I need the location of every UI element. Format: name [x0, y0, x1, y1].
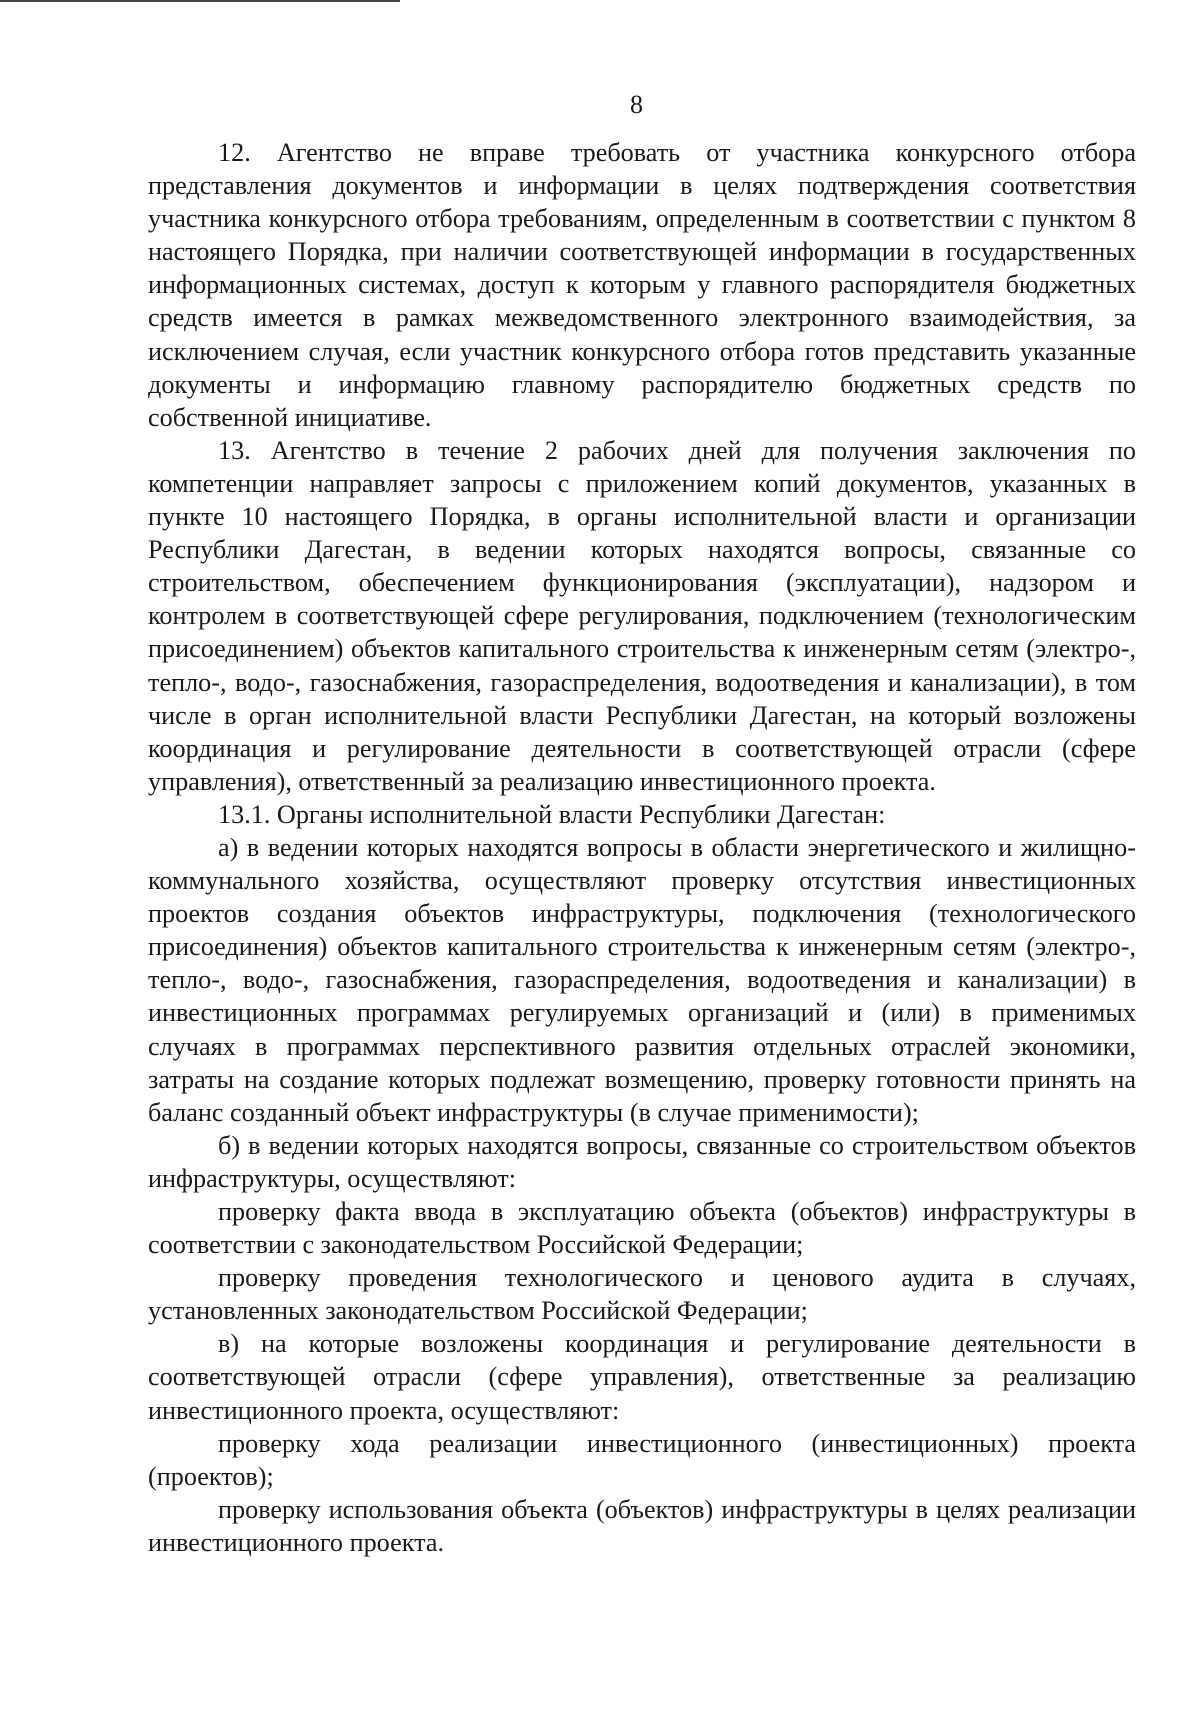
top-edge-rule	[0, 0, 400, 2]
paragraph-13-1-a: а) в ведении которых находятся вопросы в области энергетического и жилищно-коммунального хозяйства, осуществляют проверку отсутствия инвестиционных проектов создания объектов инфраструктуры, подключения (технологического присоединения) объектов капитального строительства к инженерным сетям (электро-, тепло-, водо-, газоснабжения, газораспределения, водоотведения и канализации) в инвестиционных программах регулируемых организаций и (или) в применимых случаях в программах перспективного развития отдельных отраслей экономики, затраты на создание которых подлежат возмещению, проверку готовности принять на баланс созданный объект инфраструктуры (в случае применимости);	[148, 832, 1136, 1127]
paragraph-b-item-1: проверку факта ввода в эксплуатацию объекта (объектов) инфраструктуры в соответствии с законодательством Российской Федерации;	[148, 1197, 1136, 1260]
paragraph-13-1-v: в) на которые возложены координация и регулирование деятельности в соответствующей отрасли (сфере управления), ответственные за реализацию инвестиционного проекта, осуществляют:	[148, 1329, 1136, 1425]
paragraph-v-item-2: проверку использования объекта (объектов) инфраструктуры в целях реализации инвестиционного проекта.	[148, 1494, 1136, 1557]
page-number: 8	[630, 90, 643, 119]
paragraph-v-item-1: проверку хода реализации инвестиционного (инвестиционных) проекта (проектов);	[148, 1428, 1136, 1491]
document-body	[148, 136, 1136, 1559]
paragraph-12: 12. Агентство не вправе требовать от участника конкурсного отбора представления документов и информации в целях подтверждения соответствия участника конкурсного отбора требованиям, определенным в соответствии с пунктом 8 настоящего Порядка, при наличии соответствующей информации в государственных информационных системах, доступ к которым у главного распорядителя бюджетных средств имеется в рамках межведомственного электронного взаимодействия, за исключением случая, если участник конкурсного отбора готов представить указанные документы и информацию главному распорядителю бюджетных средств по собственной инициативе.	[148, 138, 1136, 432]
paragraph-13: 13. Агентство в течение 2 рабочих дней для получения заключения по компетенции направляет запросы с приложением копий документов, указанных в пункте 10 настоящего Порядка, в органы исполнительной власти и организации Республики Дагестан, в ведении которых находятся вопросы, связанные со строительством, обеспечением функционирования (эксплуатации), надзором и контролем в соответствующей сфере регулирования, подключением (технологическим присоединением) объектов капитального строительства к инженерным сетям (электро-, тепло-, водо-, газоснабжения, газораспределения, водоотведения и канализации), в том числе в орган исполнительной власти Республики Дагестан, на который возложены координация и регулирование деятельности в соответствующей отрасли (сфере управления), ответственный за реализацию инвестиционного проекта.	[148, 435, 1136, 796]
paragraph-13-1: 13.1. Органы исполнительной власти Республики Дагестан:	[218, 799, 886, 829]
paragraph-13-1-b: б) в ведении которых находятся вопросы, связанные со строительством объектов инфраструктуры, осуществляют:	[148, 1130, 1136, 1193]
paragraph-b-item-2: проверку проведения технологического и ценового аудита в случаях, установленных законодательством Российской Федерации;	[148, 1263, 1136, 1326]
